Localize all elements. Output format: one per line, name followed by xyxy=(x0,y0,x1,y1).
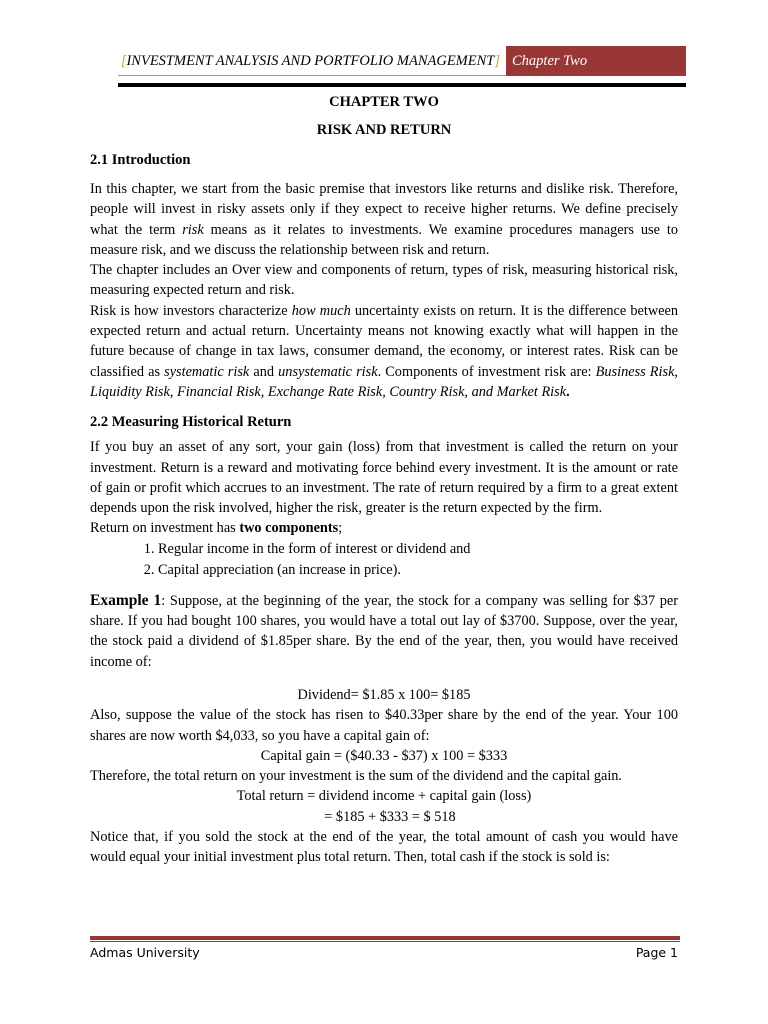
page-header xyxy=(118,46,686,76)
header-title-text: INVESTMENT ANALYSIS AND PORTFOLIO MANAGEMENT xyxy=(126,53,495,69)
capital-gain-equation: Capital gain = ($40.33 - $37) x 100 = $333 xyxy=(260,747,508,764)
historical-paragraph-1: If you buy an asset of any sort, your gain (loss) from that investment is called the return on your investment. Return is a reward and motivating force behind every investment. It is the amount or rate of gain or profit which accrues to an investment. The rate of return required by a firm to a great extent depends upon the risk involved, higher the risk, greater is the return expected by the firm. xyxy=(90,439,678,517)
example-label: Example 1 xyxy=(90,591,162,609)
total-return-result: = $185 + $333 = $ 518 xyxy=(324,808,456,825)
also-paragraph: Also, suppose the value of the stock has risen to $40.33per share by the end of the year. Your 100 shares are now worth $4,033, so you have a capital gain of: xyxy=(90,707,678,744)
therefore-paragraph: Therefore, the total return on your investment is the sum of the dividend and the capital gain. xyxy=(90,768,623,785)
emphasis-risk: risk xyxy=(182,221,204,238)
chapter-subtitle: RISK AND RETURN xyxy=(316,122,452,138)
notice-paragraph: Notice that, if you sold the stock at the end of the year, the total amount of cash you would have would equal your initial investment plus total return. Then, total cash if the stock is sold is: xyxy=(90,829,678,866)
header-close-bracket: ] xyxy=(494,53,500,69)
historical-paragraph-2: Return on investment has two components; xyxy=(90,520,343,537)
header-title xyxy=(118,46,506,76)
section-heading-introduction: 2.1 Introduction xyxy=(90,152,191,168)
page-content xyxy=(90,88,678,868)
dividend-equation: Dividend= $1.85 x 100= $185 xyxy=(297,686,471,703)
intro-paragraph-2: The chapter includes an Over view and components of return, types of risk, measuring historical risk, measuring expected return and risk. xyxy=(90,262,678,299)
header-open-bracket: [ xyxy=(120,53,127,69)
footer-university: Admas University xyxy=(90,945,200,960)
header-chapter-label: Chapter Two xyxy=(506,46,686,76)
return-components-list xyxy=(90,539,678,581)
chapter-title: CHAPTER TWO xyxy=(329,94,439,110)
section-heading-historical-return: 2.2 Measuring Historical Return xyxy=(90,414,292,431)
total-return-equation: Total return = dividend income + capital gain (loss) xyxy=(236,788,532,805)
intro-paragraph-3: Risk is how investors characterize how much uncertainty exists on return. It is the difference between expected return and actual return. Uncertainty means not knowing exactly what will happen in the future because of change in tax laws, consumer demand, the economy, or interest rates. Risk can be classified as systematic risk and unsystematic risk. Components of investment risk are: Business Risk, Liquidity Risk, Financial Risk, Exchange Rate Risk, Country Risk, and Market Risk. xyxy=(90,302,679,400)
risk-components-list: Business Risk, Liquidity Risk, Financial Risk, Exchange Rate Risk, Country Risk, and Market Risk xyxy=(90,363,679,400)
example-1-paragraph: Example 1: Suppose, at the beginning of the year, the stock for a company was selling for $37 per share. If you had bought 100 shares, you would have a total out lay of $3700. Suppose, over the year, the stock paid a dividend of $1.85per share. By the end of the year, then, you would have received income of: xyxy=(90,591,679,670)
footer-page-number: Page 1 xyxy=(635,945,678,960)
header-divider xyxy=(118,83,686,87)
footer-divider-thin xyxy=(90,941,680,942)
intro-paragraph-1: In this chapter, we start from the basic premise that investors like returns and dislike risk. Therefore, people will invest in risky assets only if they expect to receive higher returns. We define precisely what the term risk means as it relates to investments. We examine procedures managers use to measure risk, and we discuss the relationship between risk and return. xyxy=(90,181,678,258)
footer-divider xyxy=(90,936,680,940)
list-item: 1. Regular income in the form of interest or dividend and xyxy=(158,539,678,560)
list-item: 2. Capital appreciation (an increase in price). xyxy=(158,560,678,581)
